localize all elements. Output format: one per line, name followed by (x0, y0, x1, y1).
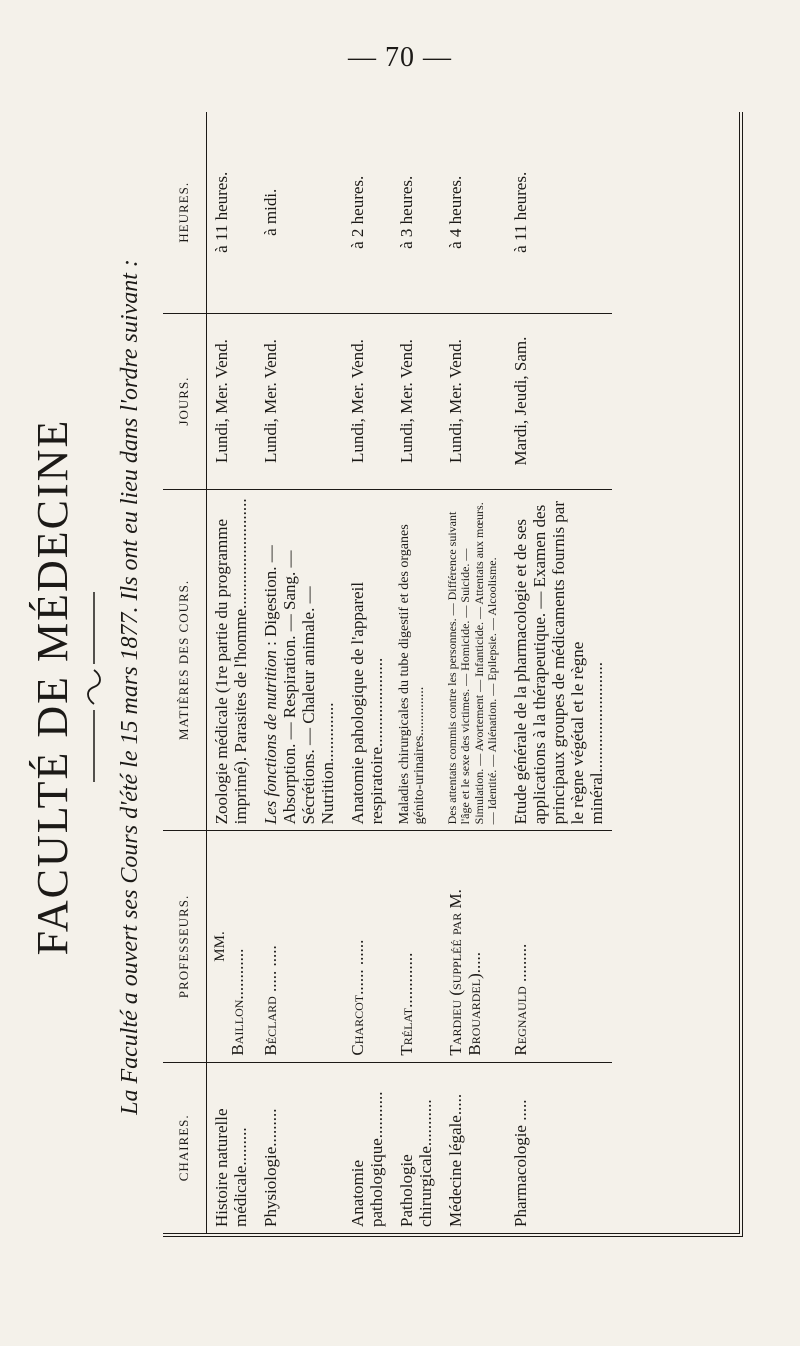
matiere-text: : Digestion. — Absorption. — Respiration. — Sang. — Sécrétions. — Chaleur animale. — Nutrition.............. (260, 545, 337, 825)
cell-chaire: Histoire naturelle médicale......... (211, 1108, 250, 1227)
cell-professeur: Charcot...... ...... (343, 831, 392, 1062)
table-row (256, 112, 343, 1233)
cell-heures: à 11 heures. (506, 112, 612, 313)
header-chaires: CHAIRES. (163, 1062, 206, 1233)
cell-matiere: Anatomie pahologique de l'appareil respiratoire..................... (343, 489, 392, 831)
intro-sentence: La Faculté a ouvert ses Cours d'été le 15 mars 1877. Ils ont eu lieu dans l'ordre suivant : (117, 259, 143, 1115)
cell-heures: à 11 heures. (206, 112, 256, 313)
prof-prefix: MM. (211, 931, 228, 962)
cell-professeur: Regnauld ......... (506, 831, 612, 1062)
cell-heures: à 2 heures. (343, 112, 392, 313)
cell-jours: Lundi, Mer. Vend. (441, 313, 506, 489)
rotated-content (25, 112, 745, 1262)
cell-matiere: Maladies chirurgicales du tube digestif et des organes génito-urinaires.............. (392, 489, 441, 831)
cell-professeur: Béclard ..... ..... (256, 831, 343, 1062)
header-jours: JOURS. (163, 313, 206, 489)
cell-professeur: Tardieu (suppléé par M. Brouardel)..... (441, 831, 506, 1062)
cell-chaire: Physiologie......... (260, 1108, 280, 1227)
matiere-emphasis: Les fonctions de nutrition (260, 650, 280, 825)
cell-matiere: Etude générale de la pharmacologie et de ses applications à la thérapeutique. — Examen des principaux groupes de médicaments fournis par le règne végétal et le règne minéral.......................... (506, 489, 612, 831)
table-row (392, 112, 441, 1233)
courses-table (163, 112, 612, 1233)
cell-matiere: Zoologie médicale (1re partie du programme imprimé). Parasites de l'homme.......................... (206, 489, 256, 831)
title-ornament (83, 592, 105, 782)
cell-matiere (256, 489, 343, 831)
cell-professeur (206, 831, 256, 1062)
cell-matiere: Des attentats commis contre les personnes. — Différence suivant l'âge et le sexe des victimes. — Homicide. — Suicide. — Simulation. — Avortement — Infanticide. — Attentats aux mœurs. — Identité. — Aliénation. — Epilepsie. — Alcoolisme. (441, 489, 506, 831)
header-professeurs: PROFESSEURS. (163, 831, 206, 1062)
header-heures: HEURES. (163, 112, 206, 313)
prof-name: Baillon............ (228, 948, 248, 1056)
cell-jours: Mardi, Jeudi, Sam. (506, 313, 612, 489)
header-matieres: MATIÈRES DES COURS. (163, 489, 206, 831)
cell-chaire: Médecine légale..... (445, 1093, 465, 1227)
cell-jours: Lundi, Mer. Vend. (256, 313, 343, 489)
table-row (506, 112, 612, 1233)
cell-chaire: Pathologie chirurgicale........... (396, 1099, 435, 1227)
heading (25, 112, 160, 1262)
cell-jours: Lundi, Mer. Vend. (343, 313, 392, 489)
courses-table-frame (163, 112, 743, 1237)
cell-chaire: Anatomie pathologique........... (347, 1091, 386, 1227)
table-row (343, 112, 392, 1233)
page-title: FACULTÉ DE MÉDECINE (28, 418, 77, 956)
cell-jours: Lundi, Mer. Vend. (392, 313, 441, 489)
cell-heures: à 3 heures. (392, 112, 441, 313)
cell-heures: à 4 heures. (441, 112, 506, 313)
table-row (441, 112, 506, 1233)
page-number: — 70 — (348, 42, 452, 73)
table-header-row (163, 112, 206, 1233)
table-row (206, 112, 256, 1233)
cell-professeur: Trélat............. (392, 831, 441, 1062)
cell-chaire: Pharmacologie ..... (510, 1099, 530, 1227)
cell-jours: Lundi, Mer. Vend. (206, 313, 256, 489)
cell-heures: à midi. (256, 112, 343, 313)
